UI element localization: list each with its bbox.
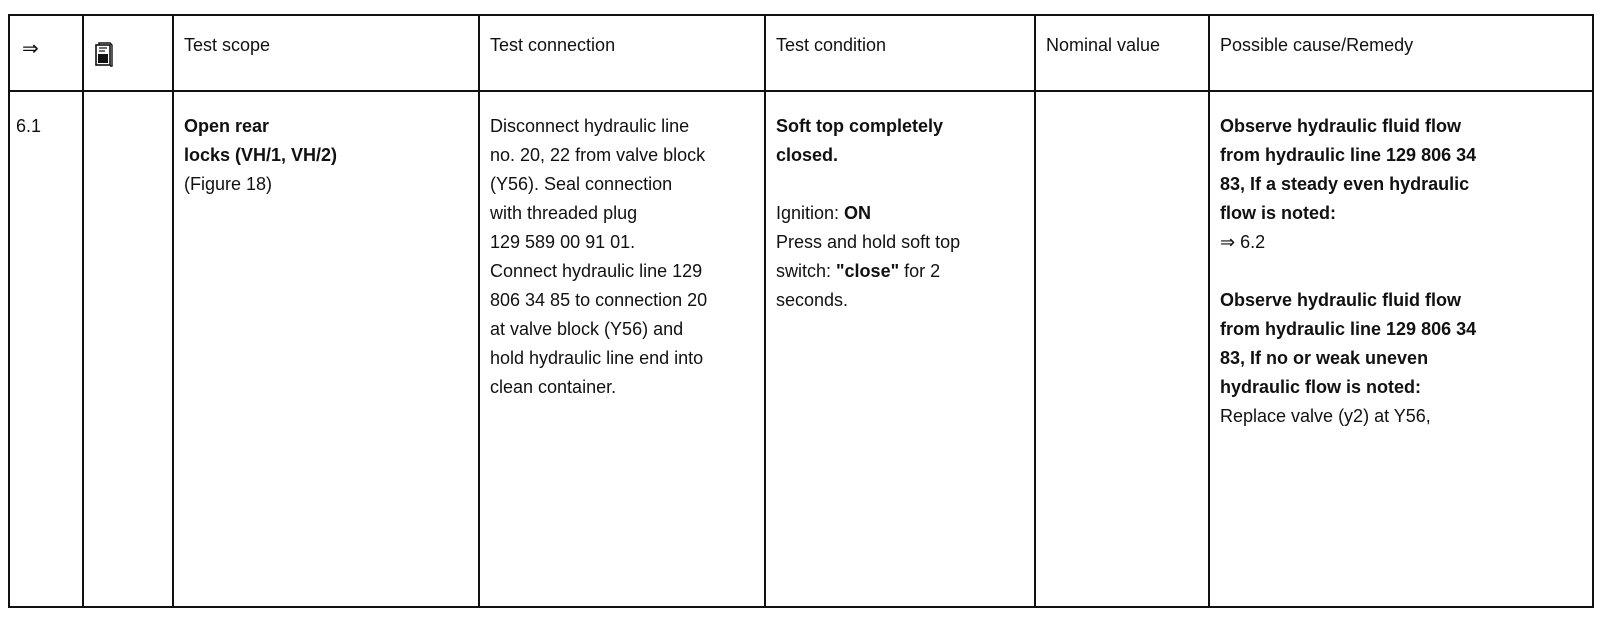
connection-line: (Y56). Seal connection: [490, 174, 673, 194]
ignition-line: [776, 199, 1028, 228]
remedy-line: hydraulic flow is noted:: [1220, 377, 1422, 397]
condition-line: seconds.: [776, 290, 849, 310]
header-nominal-value: Nominal value: [1035, 15, 1209, 91]
step-cell: [9, 91, 83, 607]
step-number: 6.1: [16, 116, 42, 136]
remedy-next-step: ⇒ 6.2: [1220, 232, 1266, 252]
connection-line: 806 34 85 to connection 20: [490, 290, 708, 310]
connection-line: Disconnect hydraulic line: [490, 116, 690, 136]
header-remedy: Possible cause/Remedy: [1209, 15, 1593, 91]
table-row: [9, 91, 1593, 607]
nominal-value: [1036, 92, 1208, 112]
remedy-line: 83, If no or weak uneven: [1220, 348, 1429, 368]
scope-locks: locks (VH/1, VH/2): [184, 145, 338, 165]
remedy-line: 83, If a steady even hydraulic: [1220, 174, 1470, 194]
connection-line: at valve block (Y56) and: [490, 319, 684, 339]
header-icon-cell: [83, 15, 173, 91]
connection-line: clean container.: [490, 377, 617, 397]
scope-cell: [173, 91, 479, 607]
connection-cell: [479, 91, 765, 607]
icon-column-cell: [83, 91, 173, 607]
scope-title: Open rear: [184, 116, 270, 136]
switch-value: "close": [836, 261, 900, 281]
table-header-row: [9, 15, 1593, 91]
nominal-cell: [1035, 91, 1209, 607]
connection-line: no. 20, 22 from valve block: [490, 145, 706, 165]
condition-cell: [765, 91, 1035, 607]
remedy-action: Replace valve (y2) at Y56,: [1220, 406, 1431, 426]
remedy-line: from hydraulic line 129 806 34: [1220, 145, 1477, 165]
connection-line: with threaded plug: [490, 203, 638, 223]
remedy-line: flow is noted:: [1220, 203, 1336, 223]
condition-line: Soft top completely: [776, 116, 944, 136]
remedy-line: Observe hydraulic fluid flow: [1220, 116, 1462, 136]
remedy-line: from hydraulic line 129 806 34: [1220, 319, 1477, 339]
ignition-value: ON: [844, 203, 872, 223]
header-test-connection: Test connection: [479, 15, 765, 91]
tester-icon: [94, 42, 114, 73]
header-test-scope: Test scope: [173, 15, 479, 91]
header-test-condition: Test condition: [765, 15, 1035, 91]
switch-label: switch:: [776, 261, 837, 281]
connection-line: 129 589 00 91 01.: [490, 232, 636, 252]
scope-figure-ref: (Figure 18): [184, 174, 273, 194]
remedy-cell: [1209, 91, 1593, 607]
connection-line: Connect hydraulic line 129: [490, 261, 703, 281]
arrow-glyph: ⇒: [22, 38, 39, 60]
switch-suffix: for 2: [899, 261, 941, 281]
condition-line: Press and hold soft top: [776, 232, 961, 252]
header-arrow: [9, 15, 83, 91]
connection-line: hold hydraulic line end into: [490, 348, 704, 368]
diagnostic-test-table: [8, 14, 1594, 608]
test-table-sheet: [8, 14, 1592, 608]
switch-line: [776, 257, 1028, 286]
ignition-label: Ignition:: [776, 203, 845, 223]
remedy-line: Observe hydraulic fluid flow: [1220, 290, 1462, 310]
condition-line: closed.: [776, 145, 839, 165]
